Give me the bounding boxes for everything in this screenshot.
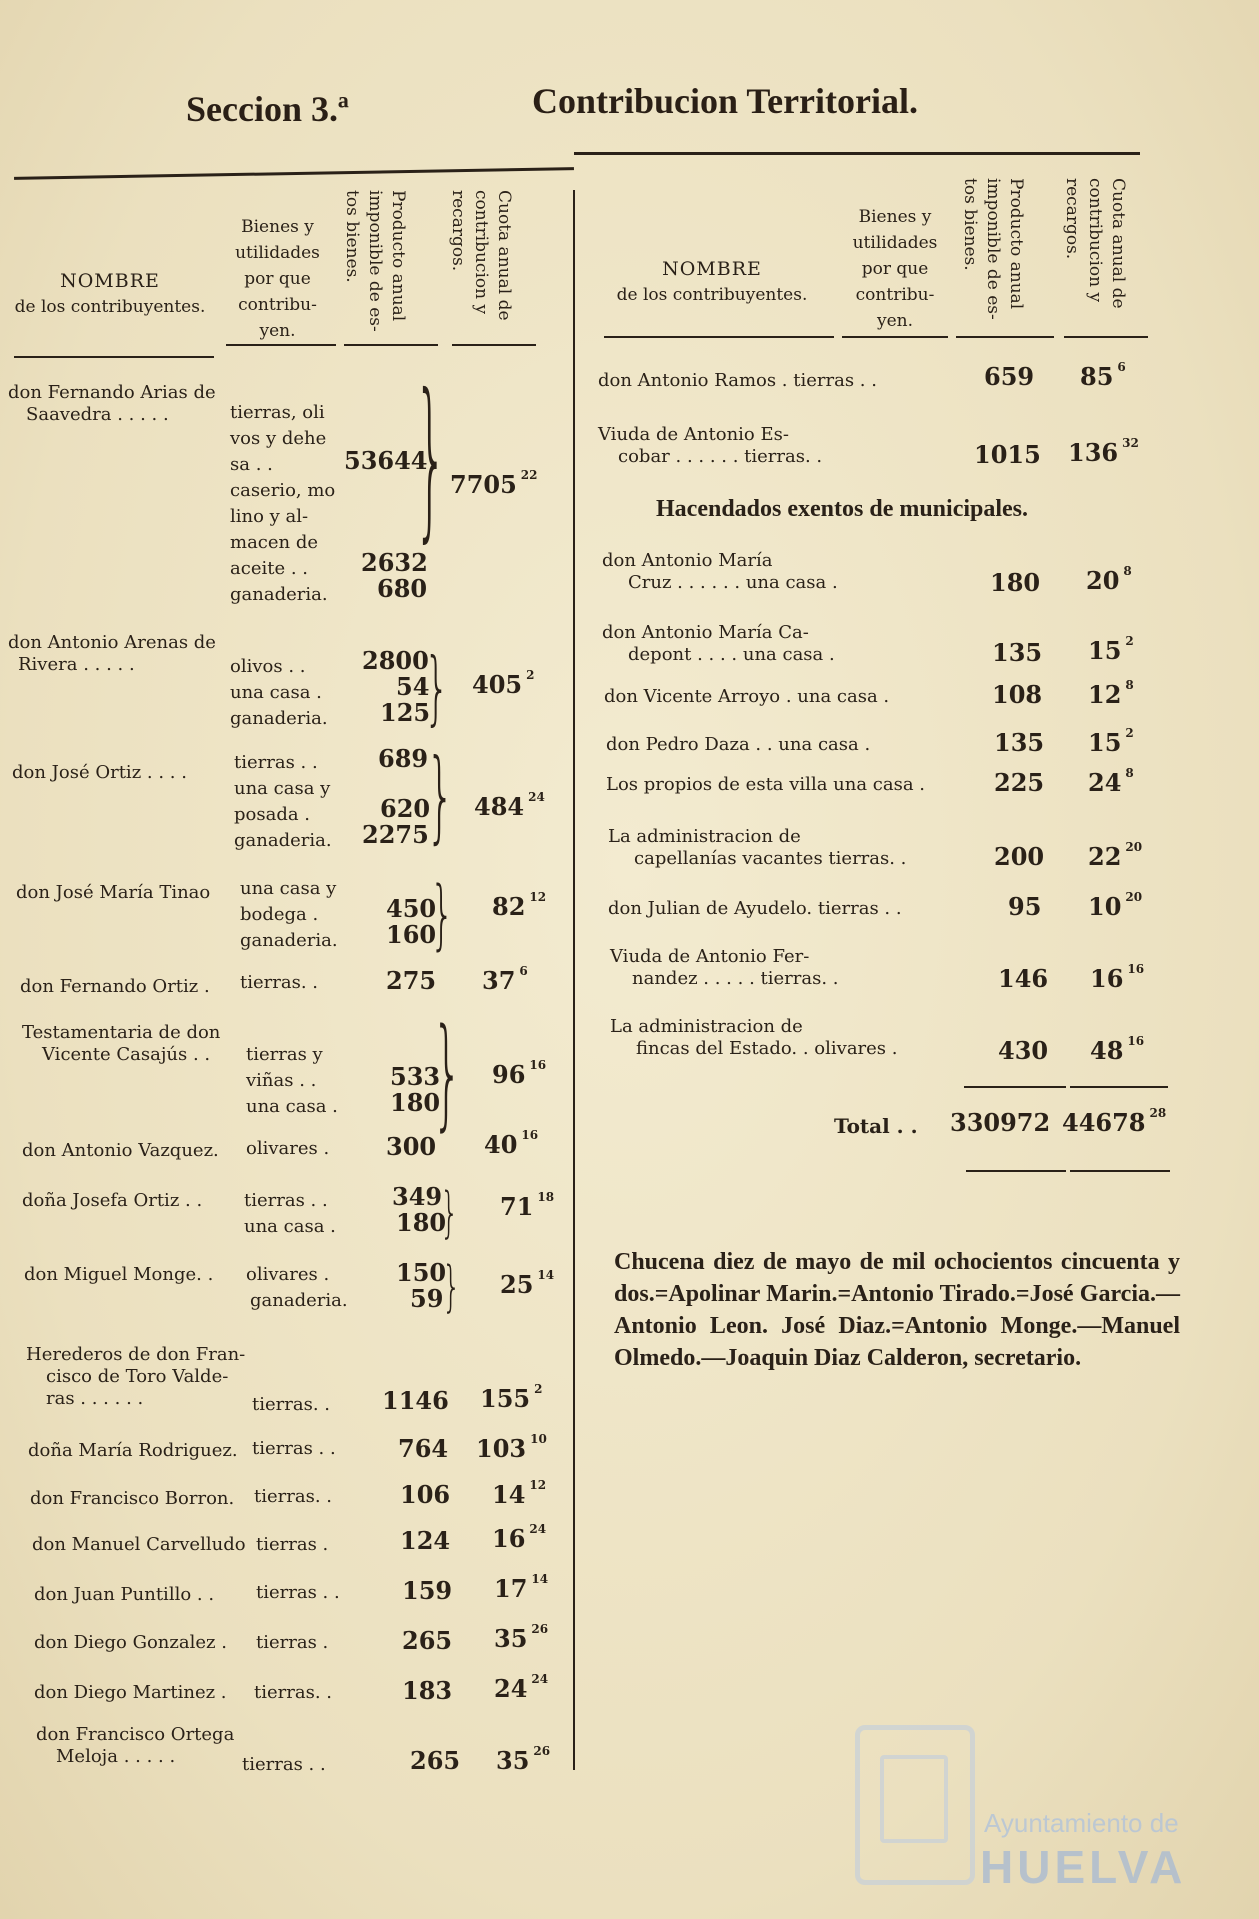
contributor-name: don José Ortiz . . . . — [12, 762, 187, 783]
product-value: 59 — [410, 1284, 444, 1313]
contributor-name: don Antonio Arenas de Rivera . . . . . — [8, 632, 216, 675]
product-value: 180 — [990, 568, 1041, 597]
quota-value: 71 $^{18}$ — [500, 1190, 555, 1221]
contributor-name: Testamentaria de don Vicente Casajús . . — [22, 1022, 221, 1065]
quota-value: 48 $^{16}$ — [1090, 1034, 1145, 1065]
contributor-name: don Diego Martinez . — [34, 1682, 227, 1703]
product-value: 106 — [400, 1480, 451, 1509]
left-header-rule — [226, 344, 336, 346]
top-rule-right — [574, 152, 1140, 155]
contributor-name: don Francisco Ortega Meloja . . . . . — [36, 1724, 235, 1767]
quota-value: 24 $^{24}$ — [494, 1672, 549, 1703]
goods-list: olivos . . una casa . ganaderia. — [230, 656, 328, 729]
goods-list: olivares . ganaderia. — [246, 1264, 348, 1311]
total-rule — [1070, 1086, 1168, 1088]
grouping-brace: } — [440, 1181, 459, 1244]
quota-value: 82 $^{12}$ — [492, 890, 547, 921]
quota-value: 103 $^{10}$ — [476, 1432, 547, 1463]
contributor-name: doña Josefa Ortiz . . — [22, 1190, 203, 1211]
right-header-rule — [1064, 336, 1148, 338]
product-value: 95 — [1008, 892, 1042, 921]
right-header-name: NOMBRE de los contribuyentes. — [616, 258, 808, 305]
contributor-name: don Vicente Arroyo . una casa . — [604, 686, 890, 707]
goods-list: una casa y bodega . ganaderia. — [240, 878, 338, 951]
section-heading: Seccion 3.ª — [186, 89, 349, 129]
column-divider — [573, 190, 575, 1770]
grouping-brace: } — [426, 737, 455, 854]
contributor-name: Viuda de Antonio Fer- nandez . . . . . tierras. . — [610, 946, 839, 989]
closing-signatures: Chucena diez de mayo de mil ochocientos cincuenta y dos.=Apolinar Marin.=Antonio Tirado.=José Garcia.—Antonio Leon. José Diaz.=Antonio Monge.—Manuel Olmedo.—Joaquin Diaz Calderon, secretario. — [614, 1249, 1180, 1371]
product-value: 2632 — [361, 548, 428, 577]
contributor-name: don Antonio María Ca- depont . . . . una casa . — [602, 622, 835, 665]
grouping-brace: } — [432, 1004, 463, 1143]
left-header-goods: Bienes y utilidades por que contribu- yen. — [235, 217, 320, 341]
left-header-rule — [14, 356, 214, 358]
product-value: 150 — [396, 1258, 447, 1287]
product-value: 180 — [396, 1208, 447, 1237]
product-value: 159 — [402, 1576, 453, 1605]
product-value: 200 — [994, 842, 1045, 871]
product-value: 125 — [380, 698, 431, 727]
product-value: 180 — [390, 1088, 441, 1117]
goods-list: tierras. . — [252, 1394, 330, 1415]
contributor-name: don Francisco Borron. — [30, 1488, 235, 1509]
right-header-rule — [956, 336, 1054, 338]
contributor-name: La administracion de fincas del Estado. . olivares . — [610, 1016, 898, 1059]
product-value: 620 — [380, 794, 431, 823]
contributor-name: don José María Tinao — [16, 882, 211, 903]
quota-value: 12 $^8$ — [1088, 678, 1134, 709]
quota-value: 136 $^{32}$ — [1068, 436, 1139, 467]
watermark-line-1: Ayuntamiento de — [984, 1808, 1179, 1838]
product-value: 265 — [402, 1626, 453, 1655]
contributor-name: don Antonio Vazquez. — [22, 1140, 219, 1161]
right-header-rule — [842, 336, 948, 338]
quota-value: 17 $^{14}$ — [494, 1572, 549, 1603]
product-value: 53644 — [344, 446, 428, 475]
total-quota: 44678 $^{28}$ — [1062, 1106, 1167, 1137]
quota-value: 16 $^{24}$ — [492, 1522, 547, 1553]
total-rule — [1070, 1170, 1170, 1172]
left-header-quota: Cuota anual de contribucion y recargos. — [448, 190, 514, 321]
quota-value: 85 $^6$ — [1080, 360, 1126, 391]
quota-value: 35 $^{26}$ — [496, 1744, 551, 1775]
product-value: 1015 — [974, 440, 1041, 469]
right-header-product: Producto anual imponible de es- tos bienes. — [960, 178, 1026, 320]
total-rule — [964, 1086, 1066, 1088]
product-value: 265 — [410, 1746, 461, 1775]
right-header-goods: Bienes y utilidades por que contribu- yen. — [852, 207, 938, 331]
contributor-name: don Manuel Carvelludo — [32, 1534, 246, 1555]
total-rule — [966, 1170, 1066, 1172]
top-rule-left — [14, 167, 574, 180]
watermark-line-2: HUELVA — [980, 1841, 1187, 1893]
left-header-name: NOMBRE de los contribuyentes. — [14, 270, 206, 317]
contributor-name: Los propios de esta villa una casa . — [606, 774, 926, 795]
left-header-rule — [452, 344, 536, 346]
quota-value: 15 $^2$ — [1088, 634, 1134, 665]
goods-list: tierras. . — [240, 972, 318, 993]
grouping-brace: } — [424, 641, 450, 734]
product-value: 146 — [998, 964, 1049, 993]
product-value: 659 — [984, 362, 1035, 391]
goods-list: tierras. . — [254, 1682, 332, 1703]
section-subheading: Hacendados exentos de municipales. — [656, 496, 1029, 522]
goods-list: tierras . . — [242, 1754, 326, 1775]
product-value: 160 — [386, 920, 437, 949]
product-value: 2275 — [362, 820, 429, 849]
contributor-name: don Antonio Ramos . tierras . . — [598, 370, 877, 391]
contributor-name: don Pedro Daza . . una casa . — [606, 734, 871, 755]
goods-list: tierras . . — [252, 1438, 336, 1459]
quota-value: 10 $^{20}$ — [1088, 890, 1143, 921]
product-value: 533 — [390, 1062, 441, 1091]
product-value: 54 — [396, 672, 430, 701]
quota-value: 405 $^2$ — [472, 668, 535, 699]
product-value: 450 — [386, 894, 437, 923]
quota-value: 7705 $^{22}$ — [450, 468, 538, 499]
quota-value: 35 $^{26}$ — [494, 1622, 549, 1653]
contributor-name: Viuda de Antonio Es- cobar . . . . . . tierras. . — [598, 424, 823, 467]
quota-value: 24 $^8$ — [1088, 766, 1134, 797]
product-value: 108 — [992, 680, 1043, 709]
contributor-name: Herederos de don Fran- cisco de Toro Valde- ras . . . . . . — [26, 1344, 246, 1409]
total-product: 330972 — [950, 1108, 1051, 1137]
total-label: Total . . — [834, 1114, 918, 1138]
contributor-name: doña María Rodriguez. — [28, 1440, 238, 1461]
contributor-name: don Fernando Arias de Saavedra . . . . . — [8, 382, 216, 425]
product-value: 680 — [377, 574, 428, 603]
product-value: 2800 — [362, 646, 429, 675]
grouping-brace: } — [414, 358, 448, 559]
goods-list: tierras y viñas . . una casa . — [246, 1044, 338, 1117]
coat-of-arms-icon — [855, 1725, 975, 1885]
product-value: 689 — [378, 744, 429, 773]
product-value: 349 — [392, 1182, 443, 1211]
right-header-rule — [604, 336, 834, 338]
quota-value: 15 $^2$ — [1088, 726, 1134, 757]
product-value: 135 — [994, 728, 1045, 757]
quota-value: 155 $^2$ — [480, 1382, 543, 1413]
left-header-product: Producto anual imponible de es- tos bienes. — [342, 190, 408, 332]
grouping-brace: } — [442, 1255, 461, 1318]
contributor-name: don Fernando Ortiz . — [20, 976, 210, 997]
contributor-name: don Antonio María Cruz . . . . . . una casa . — [602, 550, 838, 593]
contributor-name: don Juan Puntillo . . — [34, 1584, 215, 1605]
contributor-name: don Julian de Ayudelo. tierras . . — [608, 898, 902, 919]
goods-list: tierras. . — [254, 1486, 332, 1507]
product-value: 764 — [398, 1434, 449, 1463]
quota-value: 40 $^{16}$ — [484, 1128, 539, 1159]
goods-list: tierras, oli vos y dehe sa . . caserio, mo lino y al- macen de aceite . . ganaderia. — [230, 402, 336, 605]
goods-list: tierras . — [256, 1632, 329, 1653]
product-value: 183 — [402, 1676, 453, 1705]
quota-value: 37 $^6$ — [482, 964, 528, 995]
quota-value: 22 $^{20}$ — [1088, 840, 1143, 871]
goods-list: tierras . . una casa . — [244, 1190, 336, 1237]
grouping-brace: } — [430, 869, 455, 958]
product-value: 430 — [998, 1036, 1049, 1065]
left-header-rule — [344, 344, 438, 346]
product-value: 124 — [400, 1526, 451, 1555]
contributor-name: La administracion de capellanías vacantes tierras. . — [608, 826, 907, 869]
goods-list: olivares . — [246, 1138, 330, 1159]
product-value: 135 — [992, 638, 1043, 667]
goods-list: tierras . — [256, 1534, 329, 1555]
right-header-quota: Cuota anual de contribucion y recargos. — [1062, 178, 1128, 309]
goods-list: tierras . . — [256, 1582, 340, 1603]
page-title: Contribucion Territorial. — [532, 81, 918, 121]
quota-value: 484 $^{24}$ — [474, 790, 545, 821]
quota-value: 25 $^{14}$ — [500, 1268, 555, 1299]
contributor-name: don Diego Gonzalez . — [34, 1632, 227, 1653]
quota-value: 16 $^{16}$ — [1090, 962, 1145, 993]
product-value: 225 — [994, 768, 1045, 797]
product-value: 275 — [386, 966, 437, 995]
contributor-name: don Miguel Monge. . — [24, 1264, 214, 1285]
quota-value: 14 $^{12}$ — [492, 1478, 547, 1509]
product-value: 1146 — [382, 1386, 449, 1415]
quota-value: 20 $^8$ — [1086, 564, 1132, 595]
product-value: 300 — [386, 1132, 437, 1161]
quota-value: 96 $^{16}$ — [492, 1058, 547, 1089]
goods-list: tierras . . una casa y posada . ganaderia. — [234, 752, 332, 851]
